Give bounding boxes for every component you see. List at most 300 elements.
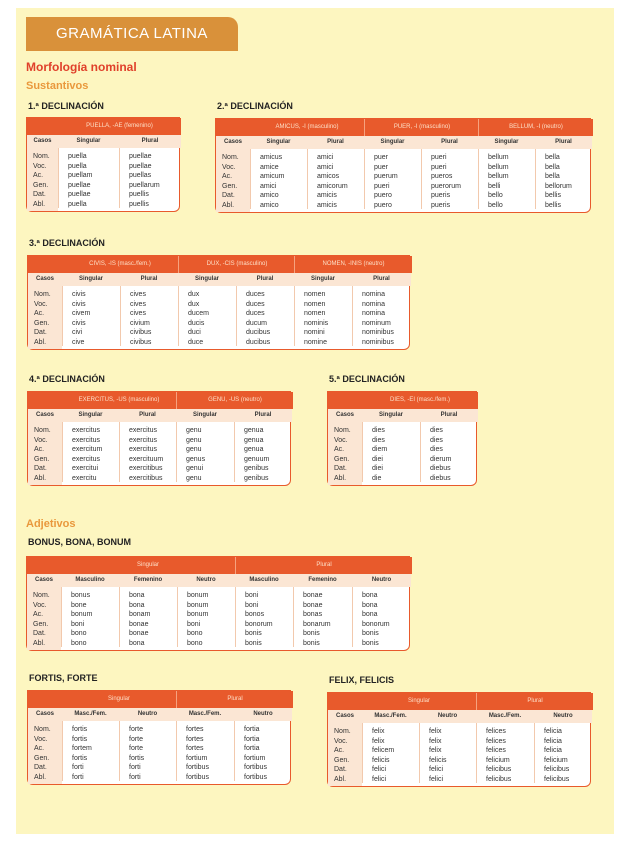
table-cell: fortis (72, 754, 88, 762)
table-cell: bonis (303, 639, 320, 647)
table-cell: duces (246, 300, 265, 308)
table-cell: dies (430, 446, 443, 453)
table-cell: pueris (431, 201, 451, 209)
table-cell: bone (71, 601, 87, 609)
table-cell: genibus (244, 474, 269, 482)
table-cell: fortes (186, 735, 204, 743)
column-divider (420, 422, 421, 482)
table-cell: bonos (245, 611, 265, 618)
case-label: Abl. (33, 639, 46, 647)
column-divider (476, 723, 477, 783)
case-label: Abl. (222, 201, 235, 209)
table-cell: bona (362, 592, 378, 599)
case-label: Ac. (34, 446, 45, 453)
table-cell: exercitus (72, 436, 101, 444)
case-label: Voc. (222, 163, 236, 171)
table-cell: genua (244, 446, 264, 453)
table-cell: forti (72, 764, 84, 771)
column-header: Plural (119, 135, 181, 148)
group-header: Singular (362, 693, 476, 710)
table-cell: genus (186, 455, 206, 463)
table-cell: amico (260, 192, 279, 199)
table-cell: nomen (304, 291, 326, 298)
table-cell: puella (68, 162, 87, 170)
table-cell: dies (430, 427, 443, 434)
case-label: Gen. (34, 455, 50, 463)
table-cell: dies (372, 436, 385, 444)
table-cell: ducibus (246, 329, 271, 336)
table-cell: bonum (187, 592, 209, 599)
table-cell: fortia (244, 745, 260, 752)
table-cell: nomen (304, 300, 326, 308)
table-cell: exercitum (72, 446, 103, 453)
column-divider (119, 587, 120, 647)
column-header: Masc./Fem. (476, 710, 534, 723)
column-header: Plural (535, 136, 592, 149)
table-cell: felicibus (544, 766, 570, 773)
case-label: Nom. (34, 427, 51, 434)
column-header: Masc./Fem. (362, 710, 419, 723)
table-cell: exercitibus (129, 465, 163, 472)
case-label: Gen. (334, 756, 350, 764)
column-divider (120, 286, 121, 346)
table-cell: bonis (362, 630, 379, 637)
table-title-d4: 4.ª DECLINACIÓN (29, 374, 105, 384)
column-header: Singular (364, 136, 421, 149)
table-cell: genua (244, 427, 264, 434)
column-header: Singular (478, 136, 535, 149)
table-cell: diei (372, 465, 383, 472)
declension-table-d5 (327, 391, 477, 486)
table-cell: forti (72, 773, 84, 781)
table-cell: dies (372, 427, 385, 434)
table-cell: forte (129, 735, 144, 743)
table-cell: puella (68, 200, 87, 208)
table-cell: fortium (244, 754, 266, 762)
table-cell: bono (71, 630, 87, 637)
table-cell: felix (429, 728, 442, 735)
column-header: Plural (236, 273, 294, 286)
table-cell: forti (129, 764, 141, 771)
column-header: Neutro (534, 710, 592, 723)
table-cell: puero (374, 192, 392, 199)
case-label: Abl. (34, 474, 47, 482)
column-divider (421, 149, 422, 209)
table-cell: felicium (486, 756, 510, 764)
table-title-d2: 2.ª DECLINACIÓN (217, 101, 293, 111)
table-cell: bonis (362, 639, 379, 647)
table-cell: puellarum (129, 181, 160, 189)
group-header: DUX, -CIS (masculino) (178, 256, 295, 273)
table-cell: ducibus (246, 338, 271, 346)
table-cell: felicium (544, 756, 568, 764)
case-label: Voc. (334, 436, 348, 444)
table-title-a3: FELIX, FELICIS (329, 675, 395, 685)
table-cell: fortem (72, 745, 92, 752)
table-cell: die (372, 474, 382, 482)
table-cell: ducem (188, 310, 210, 317)
case-label: Voc. (34, 436, 48, 444)
case-label: Dat. (334, 766, 347, 773)
table-cell: puerorum (431, 182, 461, 190)
case-label: Ac. (334, 446, 345, 453)
column-divider (119, 422, 120, 482)
table-cell: bonis (245, 639, 262, 647)
table-cell: cives (130, 300, 146, 308)
table-cell: felicis (429, 756, 447, 764)
column-header: Neutro (234, 708, 292, 721)
case-label: Gen. (222, 182, 238, 190)
column-header: Singular (176, 409, 234, 422)
column-divider (62, 721, 63, 781)
case-label: Dat. (34, 465, 47, 472)
column-header: Singular (250, 136, 307, 149)
table-cell: bonae (129, 620, 149, 628)
table-cell: felici (429, 766, 444, 773)
table-title-a2: FORTIS, FORTE (29, 673, 98, 683)
table-cell: fortibus (244, 764, 267, 771)
table-cell: cive (72, 338, 85, 346)
table-cell: puellam (68, 172, 93, 179)
table-cell: genu (186, 436, 202, 444)
column-header-casos: Casos (28, 409, 62, 422)
case-label: Nom. (33, 592, 50, 599)
table-cell: nominis (304, 319, 329, 327)
table-cell: bonus (71, 592, 91, 599)
table-cell: puellis (129, 200, 149, 208)
table-cell: felices (486, 728, 506, 735)
heading-adjetivos: Adjetivos (26, 518, 76, 530)
table-cell: fortis (72, 735, 88, 743)
table-cell: ducum (246, 319, 268, 327)
table-cell: felix (429, 737, 442, 745)
column-header: Plural (307, 136, 364, 149)
case-label: Abl. (34, 338, 47, 346)
group-header: GENU, -US (neutro) (176, 392, 293, 409)
column-divider (293, 587, 294, 647)
case-label: Ac. (34, 745, 45, 752)
case-label: Dat. (33, 630, 46, 637)
table-cell: bonorum (245, 620, 273, 628)
case-label: Gen. (33, 181, 49, 189)
table-cell: amicus (260, 154, 283, 161)
column-header: Singular (58, 135, 119, 148)
table-cell: diebus (430, 465, 451, 472)
table-cell: bono (187, 639, 203, 647)
table-cell: amicos (317, 173, 340, 180)
case-label: Voc. (334, 737, 348, 745)
table-cell: bonae (303, 592, 323, 599)
table-cell: puer (374, 163, 389, 171)
table-cell: puellae (68, 181, 91, 189)
column-divider (534, 723, 535, 783)
table-cell: bonae (129, 630, 149, 637)
table-cell: fortibus (186, 764, 209, 771)
table-cell: felix (372, 737, 385, 745)
table-cell: fortia (244, 735, 260, 743)
table-cell: felicia (544, 728, 562, 735)
table-cell: bellum (488, 163, 509, 171)
table-cell: genu (186, 474, 202, 482)
table-cell: nomine (304, 338, 327, 346)
table-cell: amicis (317, 192, 337, 199)
case-label: Voc. (34, 735, 48, 743)
table-cell: civis (72, 300, 86, 308)
column-header: Masculino (235, 574, 293, 587)
table-title-a1: BONUS, BONA, BONUM (28, 537, 131, 547)
heading-sustantivos: Sustantivos (26, 80, 89, 92)
column-header: Plural (119, 409, 176, 422)
table-cell: nomini (304, 329, 325, 336)
table-cell: bellis (545, 201, 561, 209)
column-divider (250, 149, 251, 209)
table-cell: exercitus (129, 436, 158, 444)
table-cell: felicia (544, 747, 562, 754)
case-label: Abl. (334, 775, 347, 783)
table-cell: pueris (431, 192, 451, 199)
table-cell: puellae (129, 162, 152, 170)
column-header-casos: Casos (28, 273, 62, 286)
column-header: Singular (62, 409, 119, 422)
table-title-d1: 1.ª DECLINACIÓN (28, 101, 104, 111)
table-cell: forte (129, 726, 144, 733)
case-label: Nom. (222, 154, 239, 161)
table-cell: bono (71, 639, 87, 647)
column-divider (62, 422, 63, 482)
table-cell: fortis (129, 754, 145, 762)
case-label: Ac. (33, 611, 44, 618)
table-cell: exercitu (72, 474, 97, 482)
case-label: Dat. (222, 192, 235, 199)
column-divider (307, 149, 308, 209)
table-cell: bonum (71, 611, 93, 618)
column-divider (176, 422, 177, 482)
group-header: NOMEN, -INIS (neutro) (294, 256, 412, 273)
declension-table-a3 (327, 692, 591, 787)
column-divider (178, 286, 179, 346)
table-cell: nominibus (362, 329, 394, 336)
table-cell: exercituum (129, 455, 164, 463)
table-cell: boni (187, 620, 201, 628)
case-label: Nom. (334, 728, 351, 735)
group-header: Plural (235, 557, 412, 574)
table-cell: amicis (317, 201, 337, 209)
table-cell: amici (317, 163, 334, 171)
group-header: Plural (176, 691, 293, 708)
table-cell: puella (68, 153, 87, 160)
group-header: CIVIS, -IS (masc./fem.) (62, 256, 178, 273)
column-divider (62, 286, 63, 346)
table-cell: nomina (362, 310, 385, 317)
column-header: Femenino (293, 574, 352, 587)
case-label: Abl. (33, 200, 46, 208)
table-cell: pueros (431, 173, 453, 180)
table-cell: nomina (362, 291, 385, 298)
column-header: Neutro (177, 574, 235, 587)
table-cell: bona (129, 639, 145, 647)
case-label: Gen. (334, 455, 350, 463)
column-divider (176, 721, 177, 781)
case-label: Nom. (33, 153, 50, 160)
table-cell: duces (246, 310, 265, 317)
column-header: Plural (234, 409, 292, 422)
table-cell: exercitus (129, 427, 158, 434)
table-cell: bona (129, 601, 145, 609)
case-label: Dat. (334, 465, 347, 472)
column-divider (362, 422, 363, 482)
table-cell: bellis (545, 192, 561, 199)
table-title-d5: 5.ª DECLINACIÓN (329, 374, 405, 384)
table-cell: bonam (129, 611, 151, 618)
column-header: Plural (352, 273, 411, 286)
case-label: Ac. (33, 172, 44, 179)
group-header: DIES, -EI (masc./fem.) (362, 392, 478, 409)
table-cell: amico (260, 201, 279, 209)
column-header: Plural (120, 273, 178, 286)
table-cell: felicibus (486, 775, 512, 783)
table-cell: bellum (488, 154, 509, 161)
declension-table-d4 (27, 391, 291, 486)
table-cell: felix (429, 747, 442, 754)
column-header-casos: Casos (27, 135, 58, 148)
column-header: Neutro (119, 708, 176, 721)
table-cell: genuum (244, 455, 270, 463)
column-header-casos: Casos (28, 708, 62, 721)
table-cell: bona (362, 611, 378, 618)
table-cell: duce (188, 338, 204, 346)
case-label: Nom. (34, 291, 51, 298)
case-label: Dat. (34, 329, 47, 336)
group-header: PUER, -I (masculino) (364, 119, 479, 136)
group-header: Singular (61, 557, 235, 574)
table-cell: felices (486, 747, 506, 754)
case-label: Dat. (34, 764, 47, 771)
table-cell: bona (362, 601, 378, 609)
table-cell: fortes (186, 726, 204, 733)
table-cell: amici (317, 154, 334, 161)
table-cell: belli (488, 182, 501, 190)
table-cell: civium (130, 319, 150, 327)
column-divider (478, 149, 479, 209)
table-cell: felicibus (486, 766, 512, 773)
table-cell: exercitus (72, 427, 101, 434)
table-cell: boni (245, 601, 259, 609)
table-cell: exercitus (72, 455, 101, 463)
column-divider (119, 148, 120, 208)
table-cell: pueri (431, 163, 447, 171)
case-label: Voc. (34, 300, 48, 308)
table-cell: amice (260, 163, 279, 171)
table-cell: nominum (362, 319, 391, 327)
table-cell: boni (71, 620, 85, 628)
group-header: BELLUM, -I (neutro) (478, 119, 593, 136)
declension-table-a2 (27, 690, 291, 785)
declension-table-a1 (26, 556, 410, 651)
table-cell: puer (374, 154, 389, 161)
column-divider (236, 286, 237, 346)
table-cell: amicum (260, 173, 285, 180)
column-header: Singular (62, 273, 120, 286)
table-cell: genui (186, 465, 204, 472)
column-divider (58, 148, 59, 208)
column-divider (119, 721, 120, 781)
table-cell: civis (72, 291, 86, 298)
table-cell: genu (186, 427, 202, 434)
table-cell: bonae (303, 601, 323, 609)
table-cell: amicorum (317, 182, 348, 190)
table-cell: boni (245, 592, 259, 599)
table-cell: forte (129, 745, 144, 752)
column-header-casos: Casos (216, 136, 250, 149)
table-cell: civibus (130, 338, 152, 346)
table-cell: dies (430, 436, 443, 444)
table-cell: fortis (72, 726, 88, 733)
declension-table-d3 (27, 255, 410, 350)
case-label: Abl. (34, 773, 47, 781)
group-header: Plural (476, 693, 593, 710)
table-cell: forti (129, 773, 141, 781)
declension-table-d2 (215, 118, 591, 213)
table-cell: bello (488, 201, 503, 209)
table-cell: fortes (186, 745, 204, 752)
table-cell: diebus (430, 474, 451, 482)
table-cell: puero (374, 201, 392, 209)
column-header: Masc./Fem. (176, 708, 234, 721)
table-cell: civi (72, 329, 83, 336)
case-label: Dat. (33, 191, 46, 198)
column-header: Singular (294, 273, 352, 286)
table-cell: civibus (130, 329, 152, 336)
table-cell: dux (188, 291, 200, 298)
table-cell: nominibus (362, 338, 394, 346)
case-label: Voc. (33, 162, 47, 170)
table-cell: bonas (303, 611, 323, 618)
column-divider (362, 723, 363, 783)
table-cell: exercitui (72, 465, 99, 472)
column-header: Singular (178, 273, 236, 286)
column-header: Singular (362, 409, 420, 422)
table-cell: bella (545, 173, 560, 180)
column-header: Neutro (419, 710, 476, 723)
column-divider (234, 721, 235, 781)
case-label: Voc. (33, 601, 47, 609)
table-cell: pueri (374, 182, 390, 190)
group-header: AMICUS, -I (masculino) (250, 119, 364, 136)
declension-table-d1 (26, 117, 180, 212)
column-divider (535, 149, 536, 209)
case-label: Nom. (334, 427, 351, 434)
column-divider (177, 587, 178, 647)
table-cell: genua (244, 436, 264, 444)
table-cell: genibus (244, 465, 269, 472)
case-label: Abl. (334, 474, 347, 482)
table-cell: duces (246, 291, 265, 298)
table-cell: felicia (544, 737, 562, 745)
column-divider (234, 422, 235, 482)
group-header: Singular (62, 691, 176, 708)
table-cell: felici (372, 766, 387, 773)
column-divider (61, 587, 62, 647)
table-cell: genu (186, 446, 202, 453)
table-cell: pueri (431, 154, 447, 161)
table-cell: fortia (244, 726, 260, 733)
case-label: Gen. (33, 620, 49, 628)
group-header: EXERCITUS, -US (masculino) (62, 392, 176, 409)
case-label: Ac. (34, 310, 45, 317)
table-cell: fortibus (186, 773, 209, 781)
table-cell: exercitus (129, 446, 158, 453)
table-cell: fortium (186, 754, 208, 762)
